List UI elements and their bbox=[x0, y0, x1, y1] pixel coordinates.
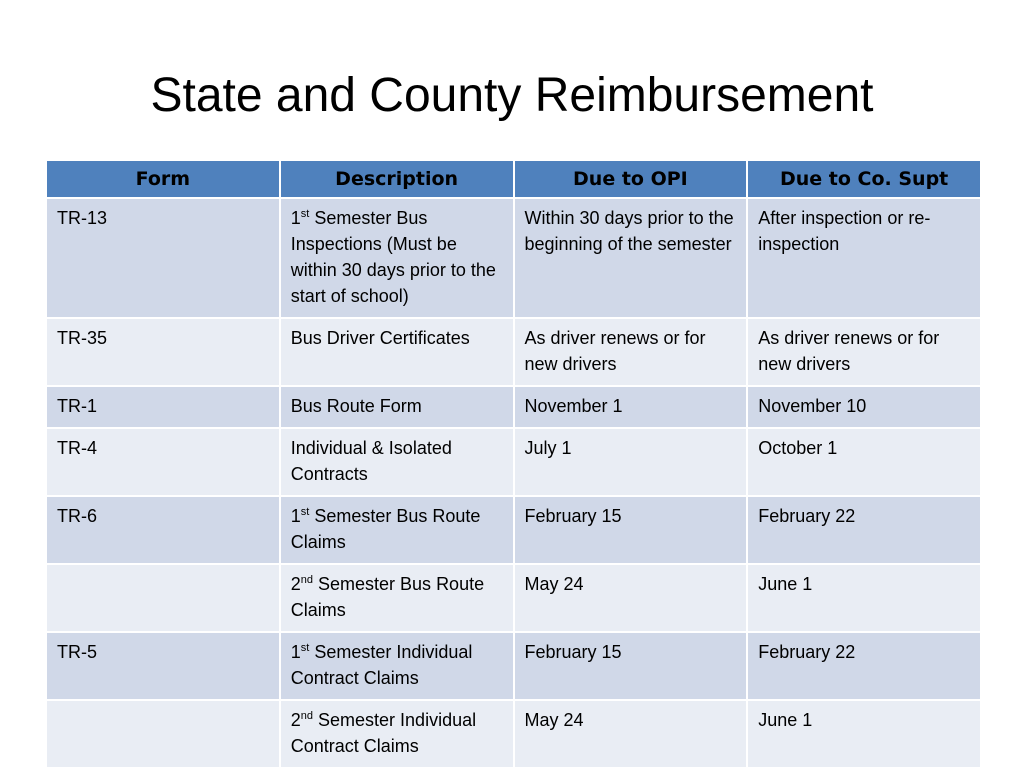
table-row bbox=[46, 198, 981, 318]
table-row bbox=[46, 564, 981, 632]
cell-form: TR-13 bbox=[46, 198, 280, 318]
cell-description bbox=[280, 632, 514, 700]
description-ordinal: 2 bbox=[290, 574, 301, 594]
cell-description bbox=[280, 198, 514, 318]
cell-form bbox=[46, 700, 280, 768]
cell-due-to-opi: July 1 bbox=[514, 428, 748, 496]
cell-description bbox=[280, 428, 514, 496]
table-row bbox=[46, 318, 981, 386]
description-text: Semester Bus Route Claims bbox=[290, 574, 485, 620]
header-form: Form bbox=[46, 160, 280, 198]
cell-due-to-co-supt: February 22 bbox=[747, 632, 981, 700]
cell-form: TR-35 bbox=[46, 318, 280, 386]
cell-form: TR-6 bbox=[46, 496, 280, 564]
cell-due-to-opi: May 24 bbox=[514, 564, 748, 632]
description-ordinal-suffix: st bbox=[300, 208, 310, 220]
cell-due-to-opi: Within 30 days prior to the beginning of the semester bbox=[514, 198, 748, 318]
cell-due-to-co-supt: October 1 bbox=[747, 428, 981, 496]
header-due-to-co-supt: Due to Co. Supt bbox=[747, 160, 981, 198]
table-row bbox=[46, 386, 981, 428]
description-ordinal-suffix: nd bbox=[300, 710, 314, 722]
description-ordinal-suffix: st bbox=[300, 506, 310, 518]
description-text: Bus Driver Certificates bbox=[290, 328, 470, 348]
cell-due-to-opi: As driver renews or for new drivers bbox=[514, 318, 748, 386]
description-ordinal: 2 bbox=[290, 710, 301, 730]
header-description: Description bbox=[280, 160, 514, 198]
cell-description bbox=[280, 564, 514, 632]
description-text: Individual & Isolated Contracts bbox=[290, 438, 452, 484]
description-text: Semester Bus Inspections (Must be within 30 days prior to the start of school) bbox=[290, 208, 496, 306]
cell-due-to-opi: May 24 bbox=[514, 700, 748, 768]
cell-due-to-co-supt: June 1 bbox=[747, 564, 981, 632]
cell-form: TR-5 bbox=[46, 632, 280, 700]
cell-form: TR-4 bbox=[46, 428, 280, 496]
reimbursement-table bbox=[45, 159, 982, 768]
cell-description bbox=[280, 496, 514, 564]
description-text: Bus Route Form bbox=[290, 396, 422, 416]
slide-title: State and County Reimbursement bbox=[150, 69, 874, 122]
cell-due-to-opi: February 15 bbox=[514, 632, 748, 700]
description-text: Semester Bus Route Claims bbox=[290, 506, 481, 552]
description-ordinal-suffix: st bbox=[300, 642, 310, 654]
description-ordinal: 1 bbox=[290, 642, 301, 662]
cell-due-to-co-supt: February 22 bbox=[747, 496, 981, 564]
cell-description bbox=[280, 700, 514, 768]
description-text: Semester Individual Contract Claims bbox=[290, 710, 477, 756]
description-ordinal: 1 bbox=[290, 506, 301, 526]
cell-due-to-co-supt: November 10 bbox=[747, 386, 981, 428]
cell-due-to-opi: November 1 bbox=[514, 386, 748, 428]
table-row bbox=[46, 632, 981, 700]
cell-due-to-opi: February 15 bbox=[514, 496, 748, 564]
table-header-row bbox=[46, 160, 981, 198]
table-row bbox=[46, 700, 981, 768]
description-text: Semester Individual Contract Claims bbox=[290, 642, 473, 688]
table-row bbox=[46, 428, 981, 496]
header-due-to-opi: Due to OPI bbox=[514, 160, 748, 198]
cell-description bbox=[280, 318, 514, 386]
description-ordinal: 1 bbox=[290, 208, 301, 228]
description-ordinal-suffix: nd bbox=[300, 574, 314, 586]
cell-due-to-co-supt: As driver renews or for new drivers bbox=[747, 318, 981, 386]
cell-form bbox=[46, 564, 280, 632]
cell-form: TR-1 bbox=[46, 386, 280, 428]
cell-due-to-co-supt: June 1 bbox=[747, 700, 981, 768]
cell-description bbox=[280, 386, 514, 428]
cell-due-to-co-supt: After inspection or re-inspection bbox=[747, 198, 981, 318]
table-row bbox=[46, 496, 981, 564]
